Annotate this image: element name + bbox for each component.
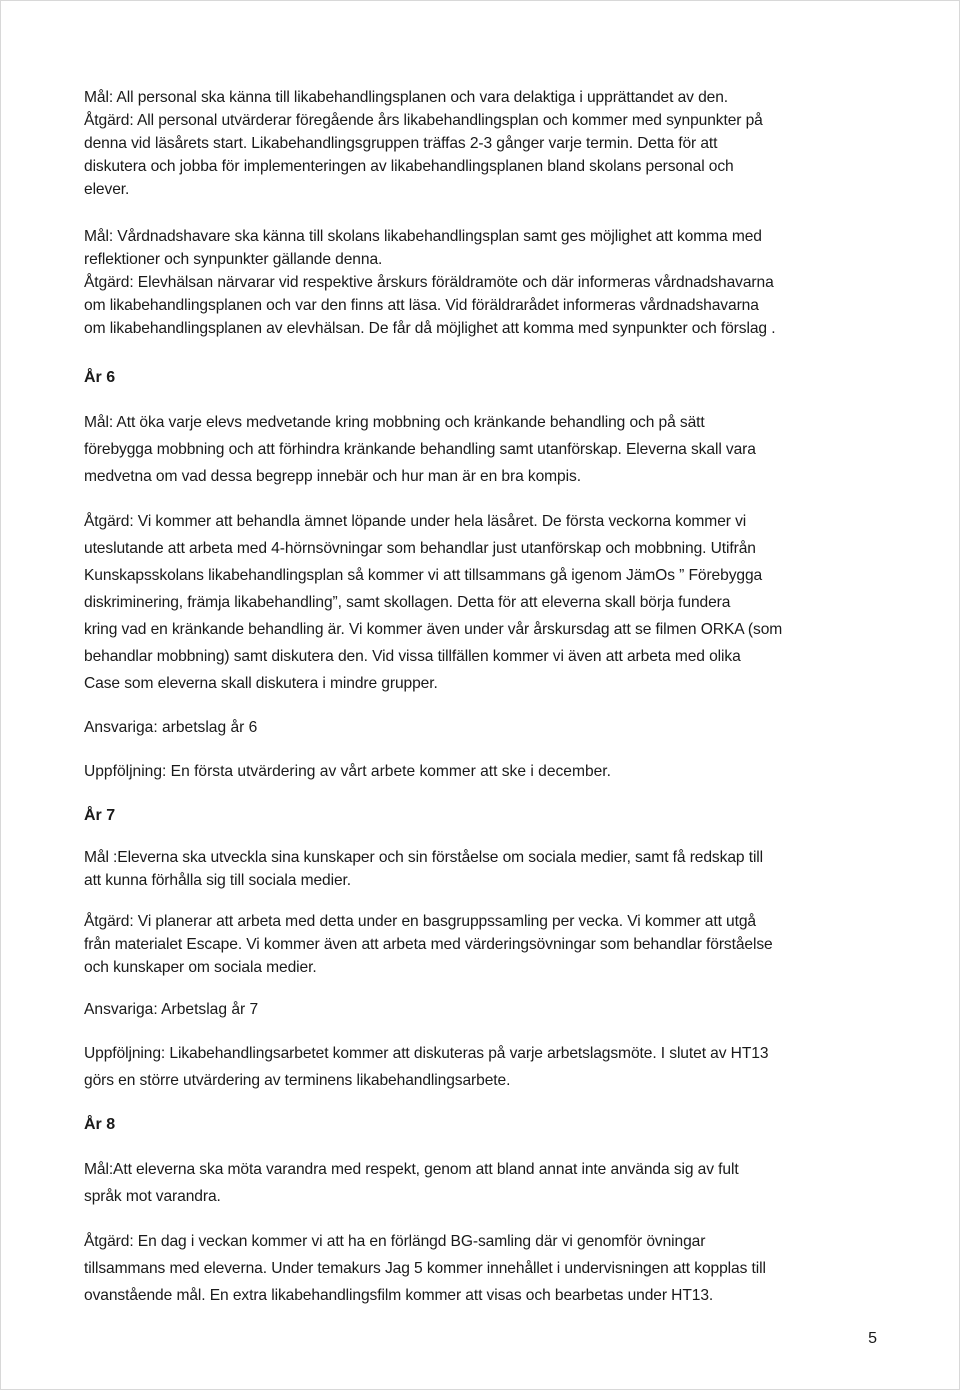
staff-goal-paragraph [84, 86, 884, 201]
text-line: behandlar mobbning) samt diskutera den. Vid vissa tillfällen kommer vi även att arbeta med olika [84, 648, 741, 665]
text-line: att kunna förhålla sig till sociala medier. [84, 872, 351, 889]
text-line: diskriminering, främja likabehandling”, samt skollagen. Detta för att eleverna skall börja fundera [84, 594, 731, 611]
text-line: ovanstående mål. En extra likabehandlingsfilm kommer att visas och bearbetas under HT13. [84, 1287, 714, 1304]
year7-heading: År 7 [84, 807, 116, 824]
year7-goal-paragraph [84, 846, 884, 892]
year6-heading: År 6 [84, 369, 116, 386]
year8-goal-paragraph [84, 1156, 884, 1210]
text-line: Åtgärd: All personal utvärderar föregående års likabehandlingsplan och kommer med synpunkter på [84, 112, 763, 129]
text-line: Uppföljning: Likabehandlingsarbetet kommer att diskuteras på varje arbetslagsmöte. I slutet av HT13 [84, 1045, 769, 1062]
text-line: Åtgärd: Vi planerar att arbeta med detta under en basgruppssamling per vecka. Vi kommer att utgå [84, 913, 757, 930]
text-line: denna vid läsårets start. Likabehandlingsgruppen träffas 2-3 gånger varje termin. Detta för att [84, 135, 718, 152]
text-line: uteslutande att arbeta med 4-hörnsövningar som behandlar just utanförskap och mobbning. Utifrån [84, 540, 756, 557]
text-line: Mål: All personal ska känna till likabehandlingsplanen och vara delaktiga i upprättandet av den. [84, 89, 729, 106]
text-line: Mål :Eleverna ska utveckla sina kunskaper och sin förståelse om sociala medier, samt få redskap till [84, 849, 764, 866]
year6-action-paragraph [84, 508, 884, 697]
text-line: diskutera och jobba för implementeringen av likabehandlingsplanen bland skolans personal och [84, 158, 734, 175]
year6-responsible: Ansvariga: arbetslag år 6 [84, 719, 258, 736]
text-line: om likabehandlingsplanen och var den finns att läsa. Vid föräldrarådet informeras vårdnadshavarna [84, 297, 759, 314]
text-line: om likabehandlingsplanen av elevhälsan. De får då möjlighet att komma med synpunkter och förslag . [84, 320, 776, 337]
year7-action-paragraph [84, 910, 884, 979]
year7-followup-paragraph [84, 1040, 884, 1094]
text-line: från materialet Escape. Vi kommer även att arbeta med värderingsövningar som behandlar förståelse [84, 936, 773, 953]
text-line: medvetna om vad dessa begrepp innebär och hur man är en bra kompis. [84, 468, 581, 485]
year6-followup: Uppföljning: En första utvärdering av vårt arbete kommer att ske i december. [84, 763, 611, 780]
page-number: 5 [868, 1330, 877, 1347]
text-line: elever. [84, 181, 130, 198]
text-line: Mål: Vårdnadshavare ska känna till skolans likabehandlingsplan samt ges möjlighet att komma med [84, 228, 762, 245]
year6-goal-paragraph [84, 409, 884, 490]
text-line: reflektioner och synpunkter gällande denna. [84, 251, 383, 268]
text-line: Åtgärd: En dag i veckan kommer vi att ha en förlängd BG-samling där vi genomför övningar [84, 1233, 706, 1250]
text-line: Case som eleverna skall diskutera i mindre grupper. [84, 675, 438, 692]
text-line: Åtgärd: Vi kommer att behandla ämnet löpande under hela läsåret. De första veckorna kommer vi [84, 513, 747, 530]
text-line: och kunskaper om sociala medier. [84, 959, 317, 976]
text-line: Mål: Att öka varje elevs medvetande kring mobbning och kränkande behandling och på sätt [84, 414, 705, 431]
text-line: tillsammans med eleverna. Under temakurs Jag 5 kommer innehållet i undervisningen att kopplas till [84, 1260, 766, 1277]
text-line: görs en större utvärdering av terminens likabehandlingsarbete. [84, 1072, 511, 1089]
text-line: Kunskapsskolans likabehandlingsplan så kommer vi att tillsammans gå igenom JämOs ” Förebygga [84, 567, 763, 584]
year8-heading: År 8 [84, 1116, 116, 1133]
year7-responsible: Ansvariga: Arbetslag år 7 [84, 1001, 259, 1018]
year8-action-paragraph [84, 1228, 884, 1309]
text-line: Åtgärd: Elevhälsan närvarar vid respektive årskurs föräldramöte och där informeras vårdnadshavarna [84, 274, 774, 291]
text-line: kring vad en kränkande behandling är. Vi kommer även under vår årskursdag att se filmen ORKA (som [84, 621, 783, 638]
text-line: Mål:Att eleverna ska möta varandra med respekt, genom att bland annat inte använda sig av fult [84, 1161, 739, 1178]
text-line: språk mot varandra. [84, 1188, 221, 1205]
text-line: förebygga mobbning och att förhindra kränkande behandling samt utanförskap. Eleverna skall vara [84, 441, 756, 458]
guardian-goal-paragraph [84, 225, 884, 340]
